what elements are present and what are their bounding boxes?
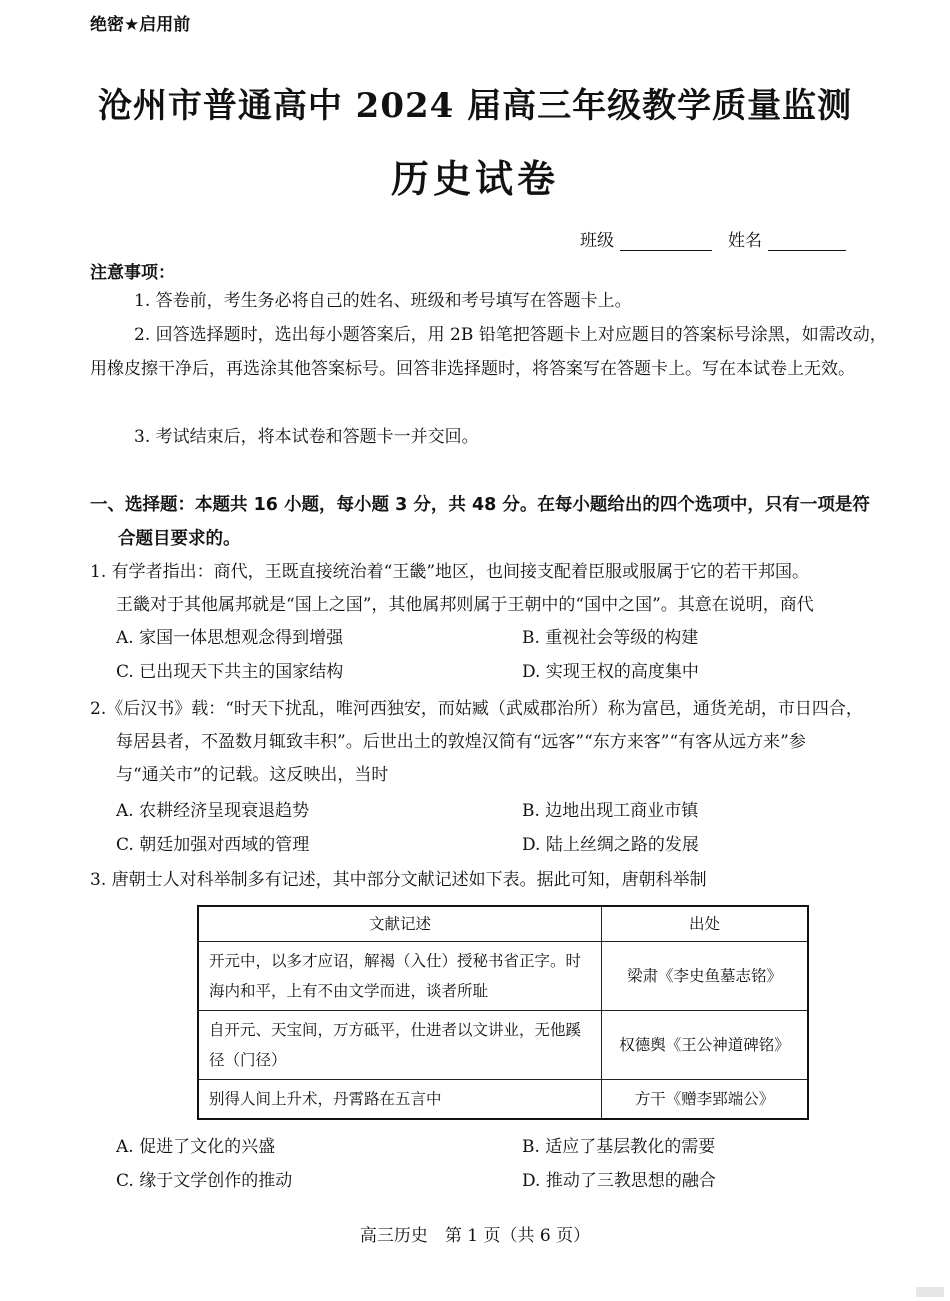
q3-option-c[interactable]: C. 缘于文学创作的推动: [116, 1171, 293, 1191]
q3-option-a[interactable]: A. 促进了文化的兴盛: [116, 1137, 276, 1157]
q2-option-d[interactable]: D. 陆上丝绸之路的发展: [522, 835, 699, 855]
notice-item-2: 2. 回答选择题时，选出每小题答案后，用 2B 铅笔把答题卡上对应题目的答案标号涂黑，如需改动，用橡皮擦干净后，再选涂其他答案标号。回答非选择题时，将答案写在答题卡上。写在本试卷上无效。: [90, 325, 887, 379]
exam-subtitle: 历史试卷: [390, 156, 559, 201]
question-2-line3: 与“通关市”的记载。这反映出，当时: [116, 765, 389, 785]
q2-option-a[interactable]: A. 农耕经济呈现衰退趋势: [116, 801, 310, 821]
question-1-line2: 王畿对于其他属邦就是“国上之国”，其他属邦则属于王朝中的“国中之国”。其意在说明，商代: [116, 595, 814, 615]
q2-option-c[interactable]: C. 朝廷加强对西域的管理: [116, 835, 310, 855]
table-cell-source: 权德舆《王公神道碑铭》: [602, 1011, 809, 1080]
q1-option-a[interactable]: A. 家国一体思想观念得到增强: [116, 628, 344, 648]
q2-option-b[interactable]: B. 边地出现工商业市镇: [522, 801, 699, 821]
table-header-row: [198, 906, 808, 942]
table-cell-source: 方干《赠李郢端公》: [602, 1080, 809, 1120]
q3-option-d[interactable]: D. 推动了三教思想的融合: [522, 1171, 716, 1191]
table-row: [198, 1011, 808, 1080]
student-info-row: [580, 226, 854, 251]
table-row: [198, 1080, 808, 1120]
table-cell-record: 别得人间上升术，丹霄路在五言中: [198, 1080, 602, 1120]
notice-item-1: 1. 答卷前，考生务必将自己的姓名、班级和考号填写在答题卡上。: [134, 291, 632, 311]
notice-item-3: 3. 考试结束后，将本试卷和答题卡一并交回。: [134, 427, 479, 447]
question-1: [90, 556, 902, 622]
section-heading-line1: 一、选择题：本题共 16 小题，每小题 3 分，共 48 分。在每小题给出的四个选项中，只有一项是符: [90, 495, 870, 515]
question-2-line1: 2.《后汉书》载：“时天下扰乱，唯河西独安，而姑臧（武威郡治所）称为富邑，通货羌胡，市日四合，: [90, 699, 863, 719]
q1-option-b[interactable]: B. 重视社会等级的构建: [522, 628, 699, 648]
q3-option-b[interactable]: B. 适应了基层教化的需要: [522, 1137, 716, 1157]
question-2: [90, 693, 902, 792]
section-heading: [90, 488, 900, 556]
question-1-line1: 1. 有学者指出：商代，王既直接统治着“王畿”地区，也间接支配着臣服或服属于它的若干邦国。: [90, 562, 810, 582]
confidential-label: 绝密★启用前: [90, 15, 191, 35]
question-3-line1: 3. 唐朝士人对科举制多有记述，其中部分文献记述如下表。据此可知，唐朝科举制: [90, 870, 707, 890]
table-header-source: 出处: [602, 906, 809, 942]
question-3: [90, 864, 902, 897]
question-2-line2: 每居县者，不盈数月辄致丰积”。后世出土的敦煌汉简有“远客”“东方来客”“有客从远方来”参: [116, 732, 806, 752]
name-label: 姓名: [728, 231, 762, 251]
table-row: [198, 942, 808, 1011]
page-footer: 高三历史 第 1 页（共 6 页）: [359, 1226, 591, 1246]
class-blank[interactable]: [620, 234, 712, 251]
table-cell-record: 自开元、天宝间，万方砥平，仕进者以文讲业，无他蹊径（门径）: [198, 1011, 602, 1080]
table-cell-record: 开元中，以多才应诏，解褐（入仕）授秘书省正字。时海内和平，上有不由文学而进，谈者所耻: [198, 942, 602, 1011]
section-heading-line2: 合题目要求的。: [118, 529, 241, 549]
q1-option-c[interactable]: C. 已出现天下共主的国家结构: [116, 662, 344, 682]
table-header-record: 文献记述: [198, 906, 602, 942]
class-label: 班级: [580, 231, 614, 251]
q1-option-d[interactable]: D. 实现王权的高度集中: [522, 662, 699, 682]
exam-title: 沧州市普通高中 2024 届高三年级教学质量监测: [97, 86, 853, 126]
literature-table: [197, 905, 809, 1120]
corner-watermark: [916, 1287, 944, 1297]
table-cell-source: 梁肃《李史鱼墓志铭》: [602, 942, 809, 1011]
notice-heading: 注意事项：: [90, 263, 175, 283]
name-blank[interactable]: [768, 234, 846, 251]
